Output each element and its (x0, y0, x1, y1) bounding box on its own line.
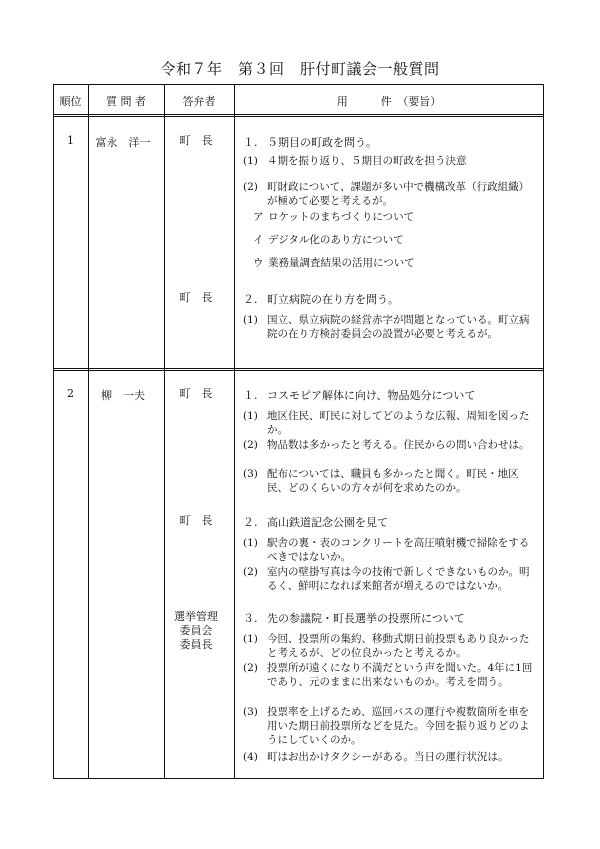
header-content: 用 件 （要旨） (336, 95, 442, 108)
question-item: (2) 投票所が遠くになり不満だという声を聞いた。4年に1回であり、元のままに出来ないものか。考えを問う。 (243, 662, 533, 688)
question-heading: １. ５期目の町政を問う。 (243, 136, 377, 149)
responder-line: 委員会 (179, 624, 213, 637)
question-item: (1) 今回、投票所の集約、移動式期日前投票もあり良かったと考えるが、どの位良かったと考えるか。 (243, 633, 530, 659)
question-item: (1) 国立、県立病院の経営赤字が問題となっている。町立病院の在り方検討委員会の設置が必要と考えるが。 (243, 314, 530, 340)
asker-name: 富永 洋一 (95, 136, 151, 149)
sub-item: イ デジタル化のあり方について (253, 234, 404, 246)
responder-line: 選挙管理 (174, 610, 218, 623)
question-heading: ２. 高山鉄道記念公園を見て (243, 516, 388, 529)
responder (164, 610, 228, 652)
question-item: (2) 物品数は多かったと考える。住民からの問い合わせは。 (243, 439, 530, 451)
question-item: (3) 配布については、職員も多かったと聞く。町民・地区民、どのくらいの方々が何を求めたのか。 (243, 468, 519, 494)
rank-number: 2 (67, 387, 74, 400)
header-responder: 答弁者 (182, 95, 216, 108)
responder: 町 長 (179, 134, 213, 147)
sub-item: ウ 業務量調査結果の活用について (253, 257, 415, 269)
responder: 町 長 (179, 387, 213, 400)
responder: 町 長 (179, 291, 213, 304)
column-divider (88, 84, 89, 779)
question-heading: ３. 先の参議院・町長選挙の投票所について (243, 612, 465, 625)
asker-name: 柳 一夫 (101, 389, 145, 402)
row-divider (53, 368, 544, 371)
header-asker: 質 問 者 (106, 95, 146, 108)
question-heading: ２. 町立病院の在り方を問う。 (243, 293, 399, 306)
header-rank: 順位 (59, 95, 82, 108)
question-item: (3) 投票率を上げるため、巡回バスの運行や複数箇所を車を用いた期日前投票所などを見た。今回を振り返りどのようにしていくのか。 (243, 706, 530, 746)
responder: 町 長 (179, 514, 213, 527)
question-item: (1) 駅舎の裏・表のコンクリートを高圧噴射機で掃除をするべきではないか。 (243, 537, 530, 563)
question-heading: １. コスモピア解体に向け、物品処分について (243, 389, 476, 402)
question-item: (2) 室内の壁掛写真は今の技術で新しくできないものか。明るく、鮮明になれば来館者が増えるのではないか。 (243, 566, 530, 592)
header-divider (53, 114, 544, 117)
sub-item: ア ロケットのまちづくりについて (253, 211, 415, 223)
responder-line: 委員長 (179, 638, 213, 651)
question-item: (2) 町財政について、課題が多い中で機構改革（行政組織）が極めて必要と考えるが。 (243, 181, 530, 207)
question-item: (1) ４期を振り返り、５期目の町政を担う決意 (243, 155, 467, 167)
column-divider (164, 84, 165, 779)
page-title: 令和７年 第３回 肝付町議会一般質問 (160, 60, 440, 78)
question-item: (4) 町はお出かけタクシーがある。当日の運行状況は。 (243, 751, 509, 763)
column-divider (234, 84, 235, 779)
question-item: (1) 地区住民、町民に対してどのような広報、周知を図ったか。 (243, 410, 530, 436)
rank-number: 1 (67, 134, 74, 147)
